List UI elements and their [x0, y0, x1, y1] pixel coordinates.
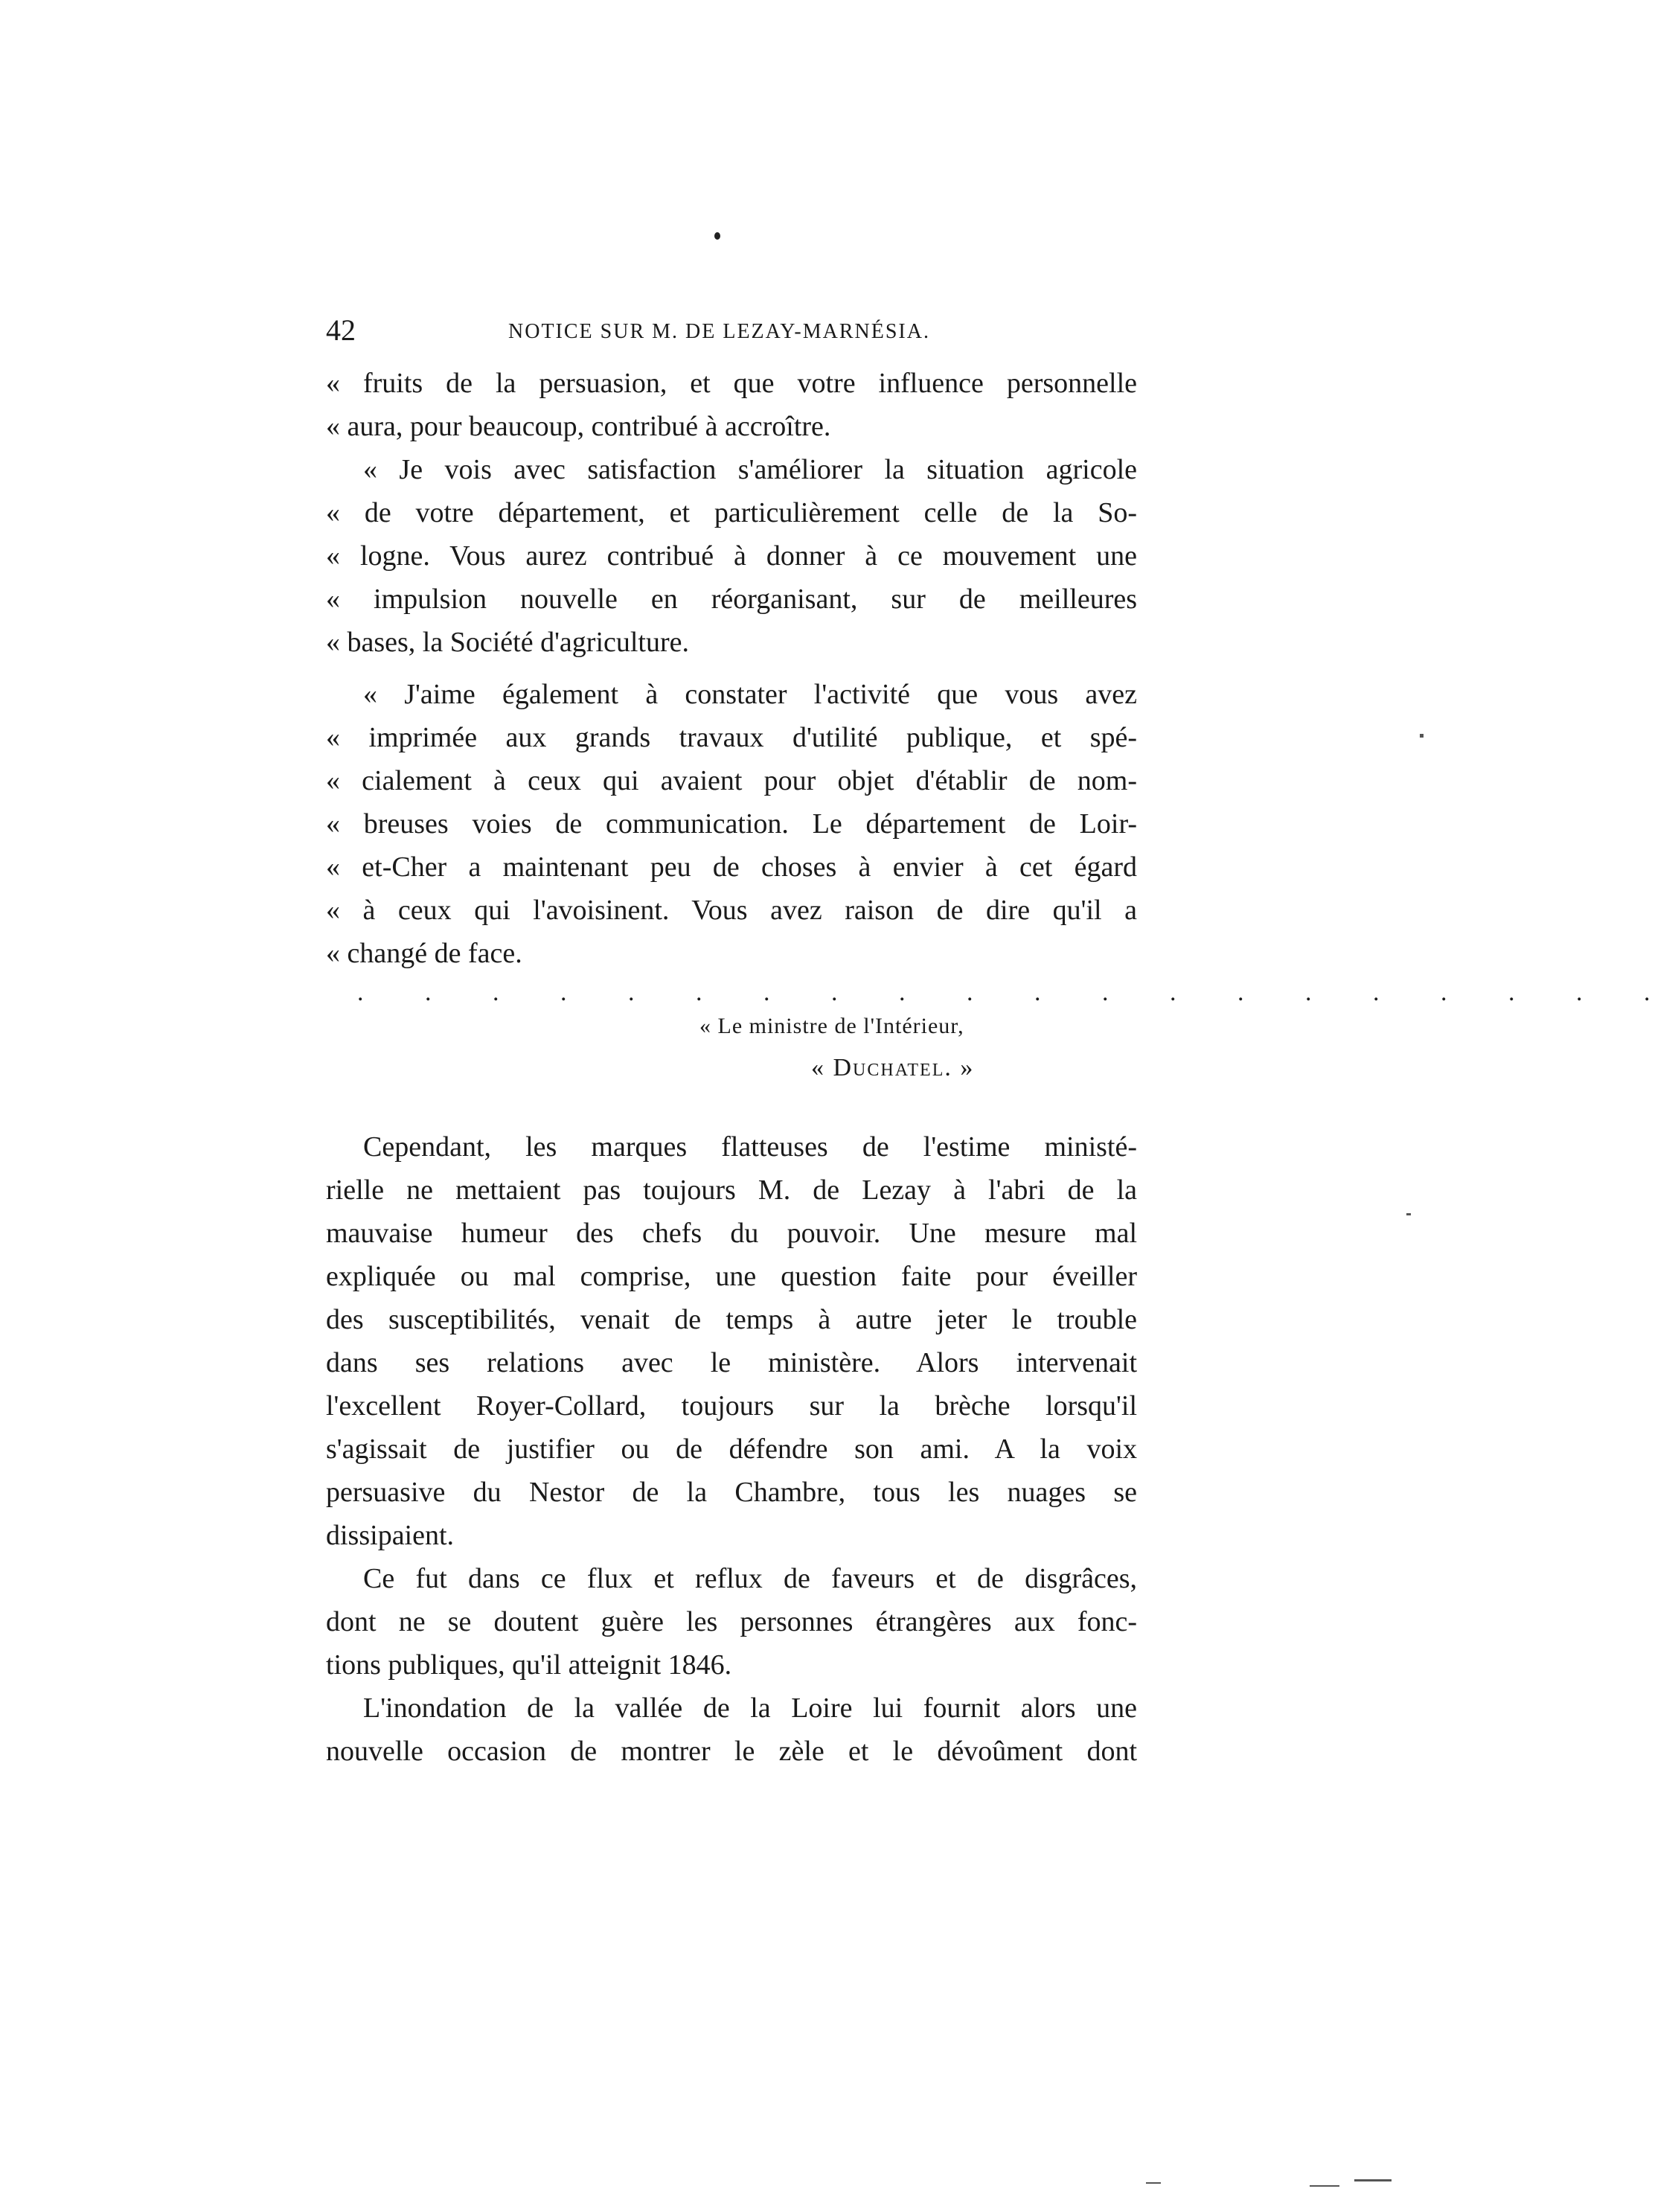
page-header [326, 313, 1137, 350]
letter-line: « fruits de la persuasion, et que votre influence personnelle [326, 368, 1137, 399]
ellipsis-dots: . . . . . . . . . . . . . . . . . . . . [357, 979, 1678, 1006]
letter-line: « à ceux qui l'avoisinent. Vous avez raison de dire qu'il a [326, 895, 1137, 926]
letter-line: « et-Cher a maintenant peu de choses à envier à cet égard [326, 851, 1137, 883]
body-line: mauvaise humeur des chefs du pouvoir. Une mesure mal [326, 1218, 1137, 1249]
letter-line: « aura, pour beaucoup, contribué à accroître. [326, 411, 831, 442]
body-line: Cependant, les marques flatteuses de l'estime ministé- [363, 1131, 1137, 1163]
body-line: dans ses relations avec le ministère. Alors intervenait [326, 1347, 1137, 1378]
letter-line: « J'aime également à constater l'activité que vous avez [363, 679, 1137, 710]
body-line: dissipaient. [326, 1520, 455, 1551]
signature-title: « Le ministre de l'Intérieur, [699, 1014, 964, 1038]
letter-line: « cialement à ceux qui avaient pour objet d'établir de nom- [326, 765, 1137, 796]
letter-line: « breuses voies de communication. Le département de Loir- [326, 808, 1137, 840]
letter-line: « bases, la Société d'agriculture. [326, 627, 690, 658]
scan-speck [1146, 2182, 1161, 2184]
letter-line: « Je vois avec satisfaction s'améliorer la situation agricole [363, 454, 1137, 485]
body-line: l'excellent Royer-Collard, toujours sur la brèche lorsqu'il [326, 1390, 1137, 1422]
body-text [326, 1125, 1137, 1773]
scan-speck [1310, 2185, 1339, 2187]
ink-speck [714, 232, 720, 240]
body-line: persuasive du Nestor de la Chambre, tous les nuages se [326, 1477, 1137, 1508]
body-line: L'inondation de la vallée de la Loire lui fournit alors une [363, 1692, 1137, 1724]
letter-line: « logne. Vous aurez contribué à donner à ce mouvement une [326, 540, 1137, 572]
body-line: dont ne se doutent guère les personnes étrangères aux fonc- [326, 1606, 1137, 1637]
body-line: des susceptibilités, venait de temps à autre jeter le trouble [326, 1304, 1137, 1335]
signature-name: « Duchatel. » [811, 1054, 975, 1081]
body-line: nouvelle occasion de montrer le zèle et le dévoûment dont [326, 1736, 1137, 1767]
scan-speck [1354, 2179, 1392, 2181]
body-line: expliquée ou mal comprise, une question faite pour éveiller [326, 1261, 1137, 1292]
letter-line: « imprimée aux grands travaux d'utilité publique, et spé- [326, 722, 1137, 753]
running-title: NOTICE SUR M. DE LEZAY-MARNÉSIA. [508, 320, 930, 343]
body-line: s'agissait de justifier ou de défendre son ami. A la voix [326, 1433, 1137, 1465]
quoted-letter [326, 362, 1137, 975]
letter-line: « changé de face. [326, 938, 522, 969]
scan-speck [1420, 734, 1424, 738]
scan-speck [1406, 1213, 1411, 1215]
page-number: 42 [326, 313, 356, 347]
body-line: rielle ne mettaient pas toujours M. de Lezay à l'abri de la [326, 1174, 1137, 1206]
letter-line: « impulsion nouvelle en réorganisant, sur de meilleures [326, 584, 1137, 615]
body-line: Ce fut dans ce flux et reflux de faveurs et de disgrâces, [363, 1563, 1137, 1594]
letter-line: « de votre département, et particulièrement celle de la So- [326, 497, 1137, 528]
body-line: tions publiques, qu'il atteignit 1846. [326, 1649, 732, 1681]
